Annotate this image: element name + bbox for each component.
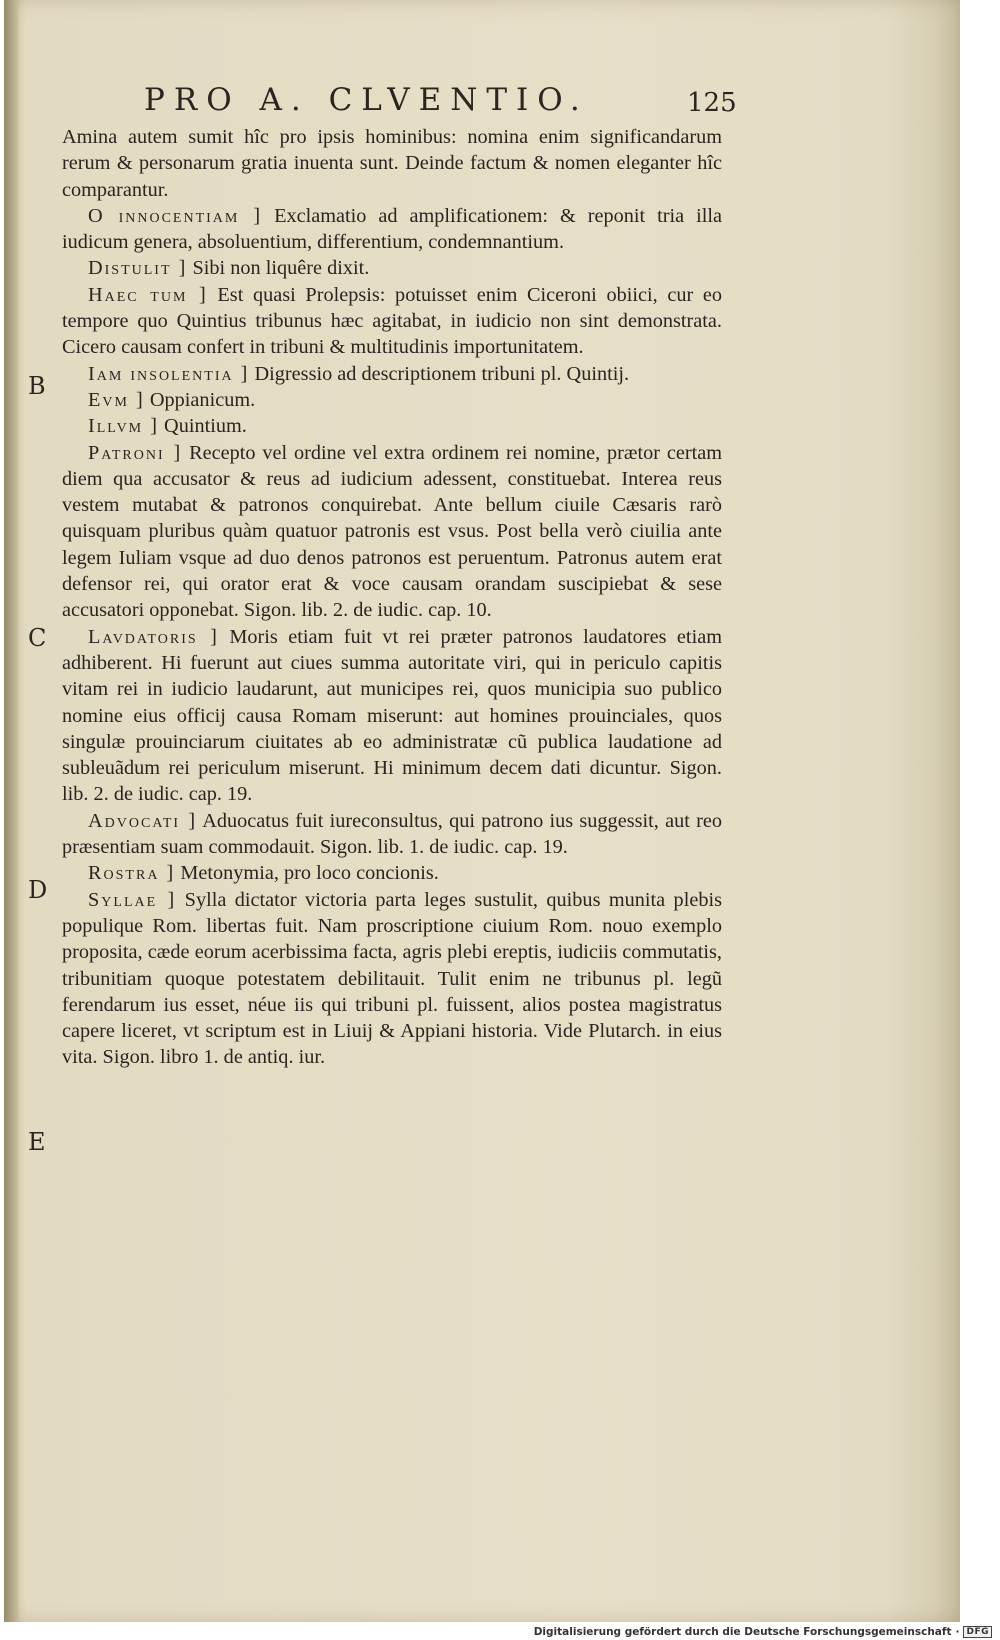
lemma: Illvm ] — [88, 415, 159, 438]
paragraph-text: Amina autem sumit hîc pro ipsis hominibus: nomina enim significandarum rerum & personarum gratia inuenta sunt. Deinde factum & nomen eleganter hîc comparantur. — [62, 126, 722, 201]
paragraph — [62, 860, 722, 886]
lemma: Lavdatoris ] — [88, 625, 219, 648]
paragraph — [62, 440, 722, 624]
lemma: Evm ] — [88, 388, 145, 411]
lemma: Iam insolentia ] — [88, 362, 250, 385]
running-title: PRO A. CLVENTIO. — [144, 82, 589, 118]
paragraph-text: Recepto vel ordine vel extra ordinem rei nomine, prætor certam diem qua accusator & reus ad iudicium adessent, constituebat. Interea reus vestem mutabat & patronos conquirebat. Ante bellum ciuile Cæsaris rarò quisquam pluribus quàm quatuor patronis est vsus. Post bella verò ciuilia ante legem Iuliam vsque ad duo denos patronos est peruentum. Patronus autem erat defensor rei, qui orator erat & voce causam orandam suscipiebat & sese accusatori opponebat. Sigon. lib. 2. de iudic. cap. 10. — [62, 441, 723, 622]
margin-letter-c: C — [28, 624, 47, 652]
margin-letter-d: D — [28, 876, 48, 904]
lemma: O innocentiam ] — [88, 204, 263, 227]
page-gutter-edge — [4, 0, 20, 1622]
margin-letter-e: E — [28, 1128, 46, 1156]
lemma: Rostra ] — [88, 862, 176, 885]
lemma: Distulit ] — [88, 257, 188, 280]
digitization-credit: Digitalisierung gefördert durch die Deutsche Forschungsgemeinschaft · DFG — [534, 1626, 992, 1638]
paragraph-text: Quintium. — [164, 415, 247, 438]
paragraph-text: Moris etiam fuit vt rei præter patronos laudatores etiam adhiberent. Hi fuerunt aut ciues summa autoritate viri, qui in periculo capitis vitam rei in iudicio laudarunt, aut municipes rei, quos municipia suo publico nomine eius officij causa Romam miserunt: aut homines prouinciales, quos singulæ prouinciarum ciuitates ab eo administratæ cũ publica laudatione ad subleuãdum rei periculum miserunt. Hi minimum decem dati dicuntur. Sigon. lib. 2. de iudic. cap. 19. — [62, 625, 722, 806]
paragraph-text: Est quasi Prolepsis: potuisset enim Ciceroni obiici, cur eo tempore quo Quintius tribunus hæc agitabat, in iudicio non sint demonstrata. Cicero causam confert in tribuni & multitudinis importunitatem. — [62, 283, 723, 359]
paragraph — [62, 624, 722, 808]
paragraph — [62, 255, 722, 281]
paragraph — [62, 808, 722, 861]
paragraph-text: Digressio ad descriptionem tribuni pl. Quintij. — [254, 362, 630, 385]
credit-text: Digitalisierung gefördert durch die Deutsche Forschungsgemeinschaft — [533, 1626, 952, 1638]
paragraph — [62, 387, 722, 413]
paragraph-text: Aduocatus fuit iureconsultus, qui patrono ius suggessit, aut reo præsentiam suam commodauit. Sigon. lib. 1. de iudic. cap. 19. — [62, 809, 722, 859]
paragraph — [62, 413, 722, 439]
lemma: Advocati ] — [88, 809, 198, 832]
paragraph — [62, 361, 722, 387]
paragraph-text: Oppianicum. — [149, 388, 256, 411]
lemma: Haec tum ] — [88, 283, 208, 306]
commentary-text — [62, 124, 722, 1071]
paragraph-text: Metonymia, pro loco concionis. — [180, 862, 439, 885]
dfg-logo-icon: DFG — [963, 1626, 992, 1638]
paragraph-text: Sibi non liquêre dixit. — [192, 257, 370, 280]
margin-letter-b: B — [28, 372, 46, 400]
lemma: Patroni ] — [88, 441, 183, 464]
paragraph — [62, 124, 722, 203]
paragraph — [62, 887, 722, 1071]
paragraph — [62, 282, 722, 361]
page-number: 125 — [687, 88, 737, 118]
paragraph-text: Exclamatio ad amplificationem: & reponit tria illa iudicum genera, absoluentium, differentium, condemnantium. — [62, 204, 723, 254]
paragraph — [62, 203, 722, 256]
lemma: Syllae ] — [88, 888, 177, 911]
paragraph-text: Sylla dictator victoria parta leges sustulit, quibus munita plebis populique Rom. libertas fuit. Nam proscriptione ciuium Rom. nouo exemplo proposita, cæde eorum acerbissima facta, agris plebi ereptis, iudiciis commutatis, tribunitiam quoque potestatem debilitauit. Tulit enim ne tribunus pl. legũ ferendarum ius esset, néue iis qui tribuni pl. fuissent, alios postea magistratus capere liceret, vt scriptum est in Liuij & Appiani historia. Vide Plutarch. in eius vita. Sigon. libro 1. de antiq. iur. — [62, 888, 722, 1069]
book-page — [4, 0, 960, 1622]
